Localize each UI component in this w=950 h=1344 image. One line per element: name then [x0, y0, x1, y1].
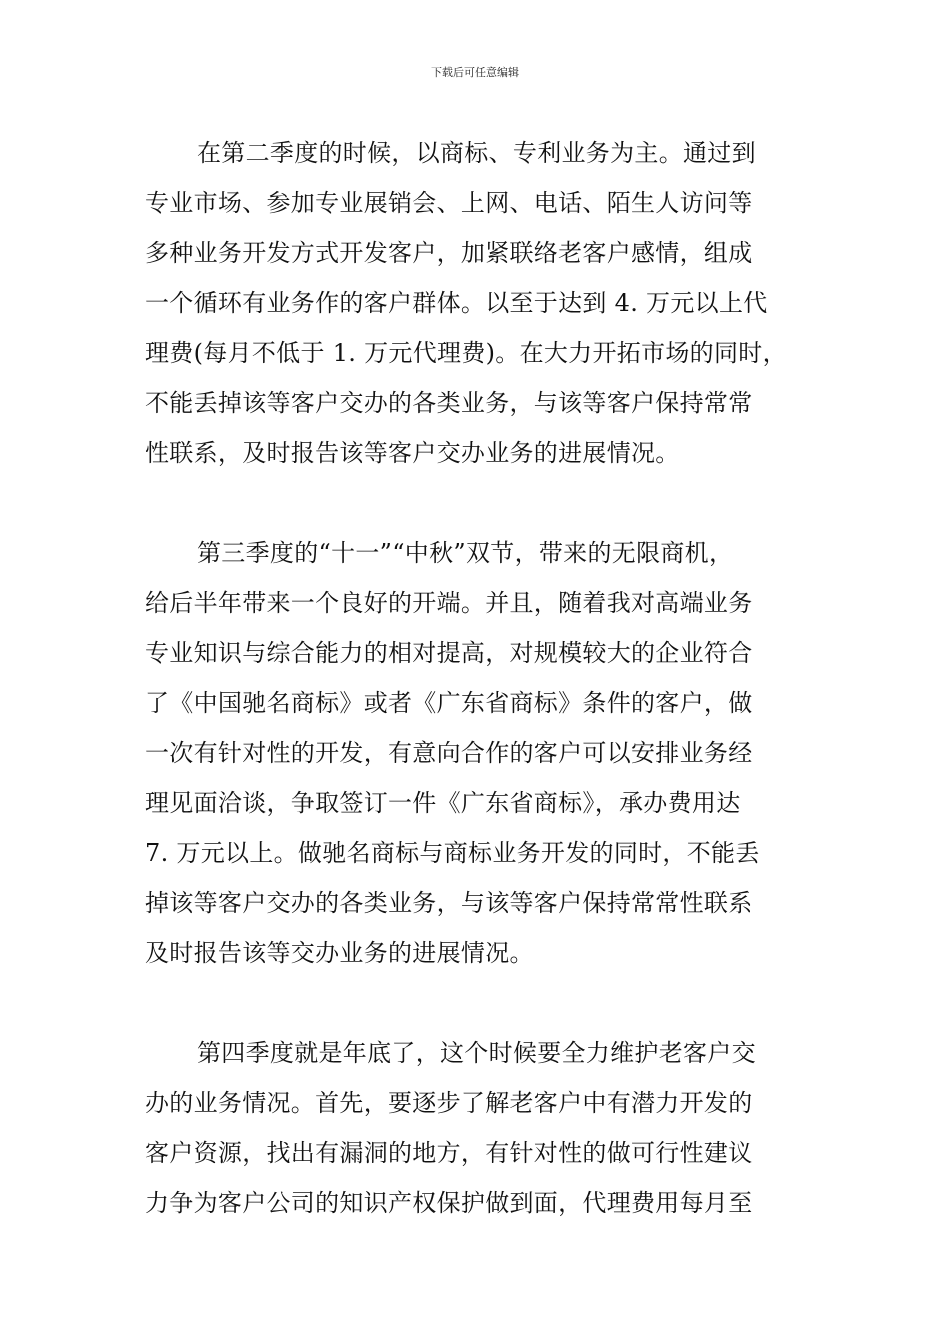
- paragraph-spacer: [145, 978, 810, 1028]
- text-line: 掉该等客户交办的各类业务，与该等客户保持常常性联系: [145, 889, 753, 917]
- text-line: 专业知识与综合能力的相对提高，对规模较大的企业符合: [145, 639, 753, 667]
- text-line: 给后半年带来一个良好的开端。并且，随着我对高端业务: [145, 589, 753, 617]
- document-body: [145, 128, 810, 1228]
- text-line: 客户资源，找出有漏洞的地方，有针对性的做可行性建议: [145, 1139, 753, 1167]
- paragraph-q4: [145, 1028, 810, 1228]
- paragraph-q2: [145, 128, 810, 478]
- text-line: 第三季度的“十一”“中秋”双节，带来的无限商机，: [197, 539, 734, 567]
- text-line: 理见面洽谈，争取签订一件《广东省商标》，承办费用达: [145, 789, 741, 817]
- paragraph-q3: [145, 528, 810, 978]
- text-line: 第四季度就是年底了，这个时候要全力维护老客户交: [197, 1039, 756, 1067]
- text-line: 办的业务情况。首先，要逐步了解老客户中有潜力开发的: [145, 1089, 753, 1117]
- text-line: 多种业务开发方式开发客户，加紧联络老客户感情，组成: [145, 239, 753, 267]
- text-line: 力争为客户公司的知识产权保护做到面，代理费用每月至: [145, 1189, 753, 1217]
- text-line: 理费(每月不低于 1. 万元代理费)。在大力开拓市场的同时，: [145, 339, 787, 367]
- text-line: 一个循环有业务作的客户群体。以至于达到 4. 万元以上代: [145, 289, 768, 317]
- text-line: 一次有针对性的开发，有意向合作的客户可以安排业务经: [145, 739, 753, 767]
- text-line: 不能丢掉该等客户交办的各类业务，与该等客户保持常常: [145, 389, 753, 417]
- paragraph-spacer: [145, 478, 810, 528]
- text-line: 性联系，及时报告该等客户交办业务的进展情况。: [145, 439, 680, 467]
- text-line: 7. 万元以上。做驰名商标与商标业务开发的同时，不能丢: [145, 839, 760, 867]
- text-line: 专业市场、参加专业展销会、上网、电话、陌生人访问等: [145, 189, 753, 217]
- page-header: 下载后可任意编辑: [431, 66, 519, 79]
- text-line: 及时报告该等交办业务的进展情况。: [145, 939, 534, 967]
- text-line: 在第二季度的时候，以商标、专利业务为主。通过到: [197, 139, 756, 167]
- text-line: 了《中国驰名商标》或者《广东省商标》条件的客户，做: [145, 689, 753, 717]
